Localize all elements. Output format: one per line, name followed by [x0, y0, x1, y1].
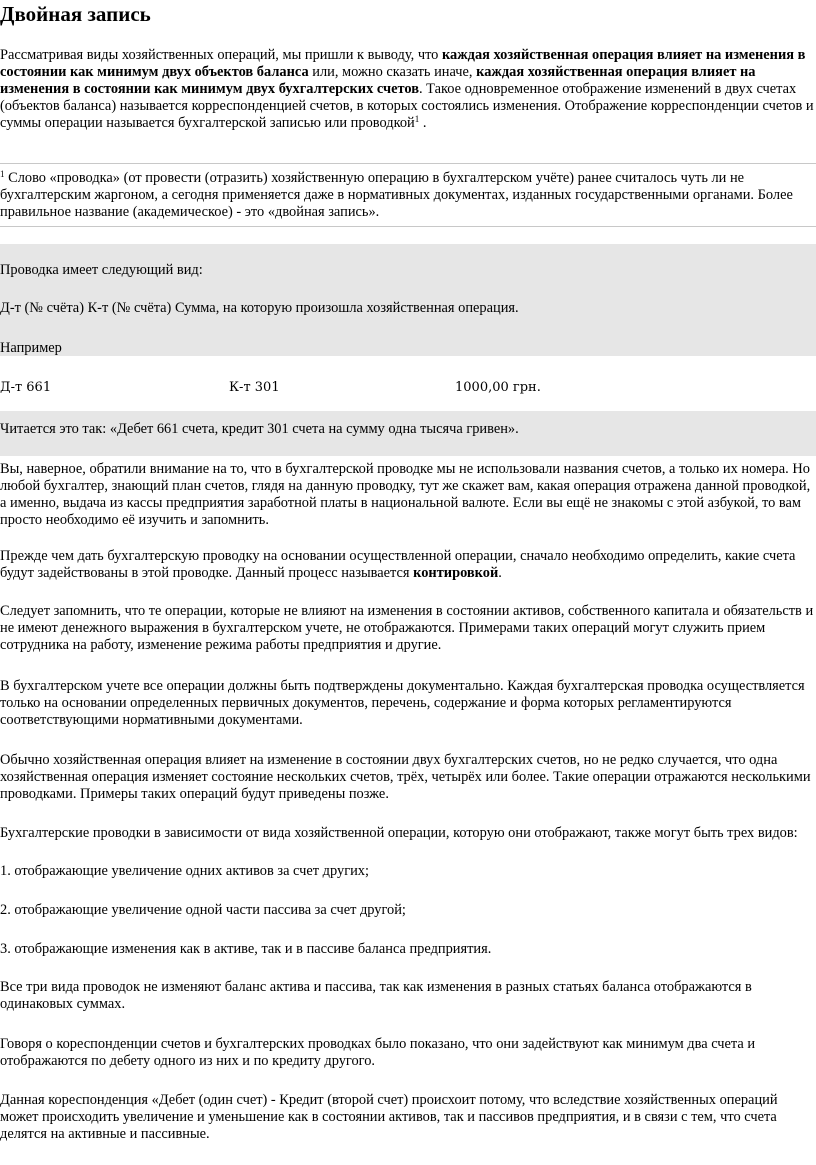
footnote-mark: 1: [0, 169, 5, 179]
example-label: Например: [0, 340, 62, 356]
footnote-text: Слово «проводка» (от провести (отразить) хозяйственную операцию в бухгалтерском учёте) ранее считалось чуть ли не бухгалтерским жаргоном, а сегодня применяется даже в нормативных документах, изданных государственными органами. Более правильное название (академическое) - это «двойная запись».: [0, 170, 793, 220]
intro-bold-1: каждая хозяйственная операция влияет на изменения в состоянии как минимум двух объектов баланса: [0, 47, 806, 80]
paragraph-documents: В бухгалтерском учете все операции должны быть подтверждены документально. Каждая бухгалтерская проводка осуществляется только на основании определенных первичных документов, перечень, содержание и форма которых регламентируются соответствующими нормативными документами.: [0, 678, 805, 728]
kontirovka-end: .: [498, 565, 502, 581]
list-item-1: 1. отображающие увеличение одних активов за счет других;: [0, 863, 369, 879]
intro-text-2: или, можно сказать иначе,: [308, 64, 477, 80]
list-item-3: 3. отображающие изменения как в активе, так и в пассиве баланса предприятия.: [0, 941, 492, 957]
kontirovka-term: контировкой: [413, 565, 499, 581]
intro-text-4: .: [419, 115, 427, 131]
list-item-2: 2. отображающие увеличение одной части пассива за счет другой;: [0, 902, 406, 918]
paragraph-correspondence: Говоря о кореспонденции счетов и бухгалтерских проводках было показано, что они задействуют как минимум два счета и отображаются по дебету одного из них и по кредиту другого.: [0, 1036, 756, 1069]
example-debit: Д-т 661: [0, 380, 52, 395]
intro-text-3: . Такое одновременное отображение изменений в двух счетах (объектов баланса) называется корреспонденцией счетов, в которых состоялись изменения. Отображение корреспонденции счетов и суммы операции называется бухгалтерской записью или проводкой: [0, 81, 814, 131]
paragraph-active-passive: Данная кореспонденция «Дебет (один счет) - Кредит (второй счет) происхоит потому, что вследствие хозяйственных операций может происходить увеличение и уменьшение как в состоянии активов, так и пассивов предприятия, и в связи с тем, что счета делятся на активные и пассивные.: [0, 1092, 778, 1142]
intro-paragraph: [0, 47, 814, 132]
paragraph-not-reflected: Следует запомнить, что те операции, которые не влияют на изменения в состоянии активов, собственного капитала и обязательств и не имеют денежного выражения в бухгалтерском учете, не отображаются. Примерами таких операций могут служить прием сотрудника на работу, изменение режима работы предприятия и другие.: [0, 603, 814, 653]
paragraph-several-accounts: Обычно хозяйственная операция влияет на изменение в состоянии двух бухгалтерских счетов, но не редко случается, что одна хозяйственная операция изменяет состояние нескольких счетов, трёх, четырёх или более. Такие операции отражаются несколькими проводками. Примеры таких операций будут приведены позже.: [0, 752, 811, 802]
example-credit: К-т 301: [229, 380, 280, 395]
intro-bold-2: каждая хозяйственная операция влияет на изменения в состоянии как минимум двух бухгалтерских счетов: [0, 64, 756, 97]
posting-format: Д-т (№ счёта) К-т (№ счёта) Сумма, на которую произошла хозяйственная операция.: [0, 300, 519, 316]
posting-heading: Проводка имеет следующий вид:: [0, 262, 203, 278]
paragraph-kontirovka: [0, 548, 814, 582]
footnote-divider-bottom: [0, 226, 816, 227]
intro-text-1: Рассматривая виды хозяйственных операций, мы пришли к выводу, что: [0, 47, 442, 63]
paragraph-account-numbers: Вы, наверное, обратили внимание на то, что в бухгалтерской проводке мы не использовали названия счетов, а только их номера. Но любой бухгалтер, знающий план счетов, глядя на данную проводку, тут же скажет вам, какая операция отражена данной проводкой, а именно, выдача из кассы предприятия заработной платы в национальной валюте. Если вы ещё не знакомы с этой азбукой, то вам просто необходимо её изучить и запомнить.: [0, 461, 811, 528]
footnote: [0, 170, 812, 221]
posting-reading: Читается это так: «Дебет 661 счета, кредит 301 счета на сумму одна тысяча гривен».: [0, 421, 519, 437]
example-amount: 1000,00 грн.: [455, 380, 541, 395]
footnote-ref[interactable]: 1: [414, 114, 420, 124]
paragraph-three-types: Бухгалтерские проводки в зависимости от вида хозяйственной операции, которую они отображают, также могут быть трех видов:: [0, 825, 798, 841]
paragraph-balance: Все три вида проводок не изменяют баланс актива и пассива, так как изменения в разных статьях баланса отображаются в одинаковых суммах.: [0, 979, 752, 1012]
kontirovka-text: Прежде чем дать бухгалтерскую проводку на основании осуществленной операции, сначало необходимо определить, какие счета будут задействованы в этой проводке. Данный процесс называется: [0, 548, 796, 581]
page-title: Двойная запись: [0, 2, 151, 26]
footnote-divider: [0, 163, 816, 164]
